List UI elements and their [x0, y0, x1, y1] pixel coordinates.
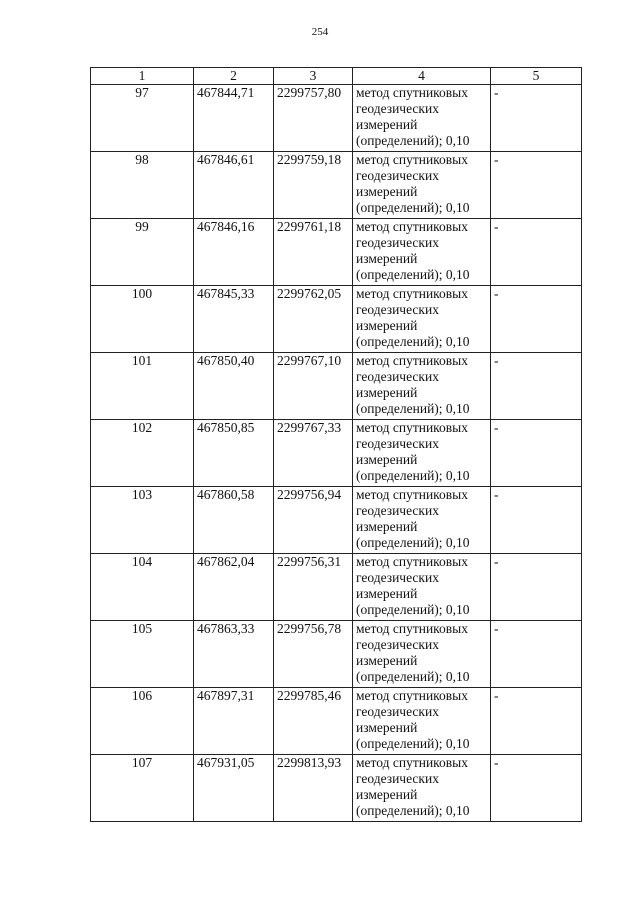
method-cell: метод спутниковых геодезических измерений (определений); 0,10 — [353, 85, 491, 152]
x-coordinate-cell: 467844,71 — [194, 85, 274, 152]
note-cell: - — [491, 487, 582, 554]
y-coordinate-cell: 2299785,46 — [274, 688, 353, 755]
coordinates-table — [90, 67, 582, 822]
x-coordinate-cell: 467850,40 — [194, 353, 274, 420]
x-coordinate-cell: 467931,05 — [194, 755, 274, 822]
point-number-cell: 102 — [91, 420, 194, 487]
note-cell: - — [491, 621, 582, 688]
table-header-row — [91, 68, 582, 85]
point-number-cell: 105 — [91, 621, 194, 688]
page-number: 254 — [311, 26, 329, 38]
x-coordinate-cell: 467863,33 — [194, 621, 274, 688]
table-row — [91, 621, 582, 688]
method-cell: метод спутниковых геодезических измерений (определений); 0,10 — [353, 219, 491, 286]
note-cell: - — [491, 219, 582, 286]
point-number-cell: 100 — [91, 286, 194, 353]
x-coordinate-cell: 467860,58 — [194, 487, 274, 554]
table-row — [91, 85, 582, 152]
table-row — [91, 755, 582, 822]
table-row — [91, 286, 582, 353]
header-col-4: 4 — [353, 68, 491, 85]
y-coordinate-cell: 2299813,93 — [274, 755, 353, 822]
point-number-cell: 101 — [91, 353, 194, 420]
y-coordinate-cell: 2299762,05 — [274, 286, 353, 353]
method-cell: метод спутниковых геодезических измерений (определений); 0,10 — [353, 487, 491, 554]
point-number-cell: 99 — [91, 219, 194, 286]
table-row — [91, 487, 582, 554]
method-cell: метод спутниковых геодезических измерений (определений); 0,10 — [353, 353, 491, 420]
method-cell: метод спутниковых геодезических измерений (определений); 0,10 — [353, 554, 491, 621]
x-coordinate-cell: 467845,33 — [194, 286, 274, 353]
note-cell: - — [491, 554, 582, 621]
header-col-2: 2 — [194, 68, 274, 85]
table-row — [91, 152, 582, 219]
table-row — [91, 420, 582, 487]
x-coordinate-cell: 467897,31 — [194, 688, 274, 755]
note-cell: - — [491, 688, 582, 755]
point-number-cell: 106 — [91, 688, 194, 755]
point-number-cell: 97 — [91, 85, 194, 152]
header-col-1: 1 — [91, 68, 194, 85]
x-coordinate-cell: 467846,16 — [194, 219, 274, 286]
method-cell: метод спутниковых геодезических измерений (определений); 0,10 — [353, 420, 491, 487]
table-row — [91, 353, 582, 420]
note-cell: - — [491, 85, 582, 152]
header-col-3: 3 — [274, 68, 353, 85]
point-number-cell: 103 — [91, 487, 194, 554]
note-cell: - — [491, 286, 582, 353]
point-number-cell: 107 — [91, 755, 194, 822]
note-cell: - — [491, 353, 582, 420]
method-cell: метод спутниковых геодезических измерений (определений); 0,10 — [353, 688, 491, 755]
y-coordinate-cell: 2299767,10 — [274, 353, 353, 420]
x-coordinate-cell: 467862,04 — [194, 554, 274, 621]
y-coordinate-cell: 2299756,78 — [274, 621, 353, 688]
point-number-cell: 98 — [91, 152, 194, 219]
method-cell: метод спутниковых геодезических измерений (определений); 0,10 — [353, 755, 491, 822]
y-coordinate-cell: 2299761,18 — [274, 219, 353, 286]
y-coordinate-cell: 2299767,33 — [274, 420, 353, 487]
x-coordinate-cell: 467850,85 — [194, 420, 274, 487]
note-cell: - — [491, 755, 582, 822]
note-cell: - — [491, 152, 582, 219]
y-coordinate-cell: 2299756,31 — [274, 554, 353, 621]
table-row — [91, 554, 582, 621]
method-cell: метод спутниковых геодезических измерений (определений); 0,10 — [353, 621, 491, 688]
x-coordinate-cell: 467846,61 — [194, 152, 274, 219]
method-cell: метод спутниковых геодезических измерений (определений); 0,10 — [353, 286, 491, 353]
table-row — [91, 688, 582, 755]
y-coordinate-cell: 2299757,80 — [274, 85, 353, 152]
note-cell: - — [491, 420, 582, 487]
y-coordinate-cell: 2299759,18 — [274, 152, 353, 219]
header-col-5: 5 — [491, 68, 582, 85]
y-coordinate-cell: 2299756,94 — [274, 487, 353, 554]
point-number-cell: 104 — [91, 554, 194, 621]
method-cell: метод спутниковых геодезических измерений (определений); 0,10 — [353, 152, 491, 219]
table-row — [91, 219, 582, 286]
